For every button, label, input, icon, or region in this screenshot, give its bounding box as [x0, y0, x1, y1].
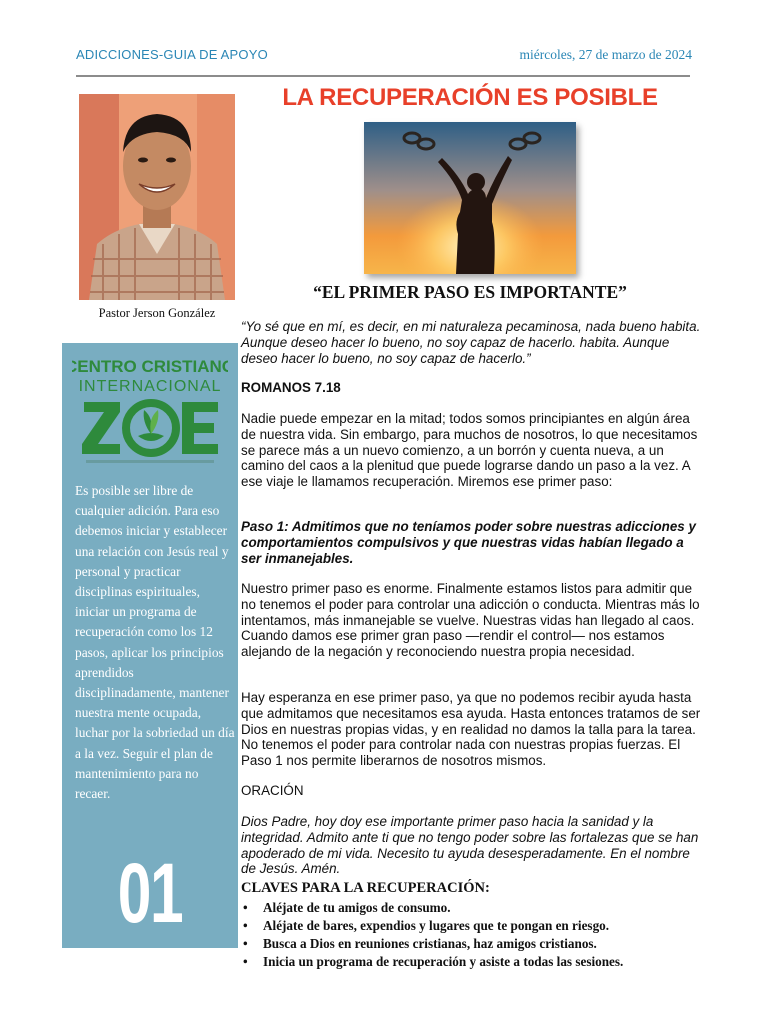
sidebar-text: Es posible ser libre de cualquier adición. Para eso debemos iniciar y establecer una relación con Jesús real y personal y practicar disciplinas espirituales, iniciar un programa de recuperación como los 12 pasos, aplicar los principios aprendidos disciplinadamente, mantener nuestra mente ocupada, luchar por la sobriedad un día a la vez. Seguir el plan de mantenimiento para no recaer.	[75, 483, 235, 802]
prayer-label: ORACIÓN	[241, 783, 304, 798]
list-item: • Aléjate de tu amigos de consumo.	[241, 899, 711, 917]
article-title: LA RECUPERACIÓN ES POSIBLE	[282, 84, 658, 111]
list-item: • Busca a Dios en reuniones cristianas, haz amigos cristianos.	[241, 935, 711, 953]
header-divider	[76, 75, 690, 77]
step-one-statement: Paso 1: Admitimos que no teníamos poder sobre nuestras adicciones y comportamientos compulsivos y que nuestras vidas habían llegado a ser inmanejables.	[241, 519, 696, 566]
logo-line2: INTERNACIONAL	[78, 378, 222, 395]
list-item: • Inicia un programa de recuperación y asiste a todas las sesiones.	[241, 953, 711, 971]
paragraph-two: Nuestro primer paso es enorme. Finalmente estamos listos para admitir que no tenemos el poder para controlar una adicción o conducta. Mientras más lo intentamos, más inmanejable se vuelve. Nuestras vidas han llegado al caos. Cuando damos ese primer gran paso —rendir el control— nos estamos alejando de la negación y reconociendo nuestra propia necesidad.	[241, 581, 700, 660]
church-logo	[72, 350, 228, 470]
article-subtitle: “EL PRIMER PASO ES IMPORTANTE”	[313, 282, 627, 302]
pastor-portrait-icon	[79, 94, 235, 300]
broken-chains-silhouette-icon	[364, 122, 576, 274]
header-date: miércoles, 27 de marzo de 2024	[519, 47, 692, 62]
intro-paragraph: Nadie puede empezar en la mitad; todos somos principiantes en algún área de nuestra vida. Sin embargo, para muchos de nosotros, lo que necesitamos se parece más a un nuevo comienzo, a un borrón y cuenta nueva, a un camino del caos a la plenitud que puede lograrse dando un paso a la vez. A ese viaje le llamamos recuperación. Miremos ese primer paso:	[241, 411, 698, 490]
keys-title: CLAVES PARA LA RECUPERACIÓN:	[241, 880, 490, 896]
newsletter-name: ADICCIONES-GUIA DE APOYO	[76, 47, 268, 62]
bible-reference: ROMANOS 7.18	[241, 380, 341, 395]
keys-list	[241, 899, 711, 971]
paragraph-three: Hay esperanza en ese primer paso, ya que no podemos recibir ayuda hasta que admitamos que necesitamos esa ayuda. Hasta entonces tratamos de ser Dios en nuestras propias vidas, y en realidad no damos la talla para la tarea. No tenemos el poder para controlar nada con nuestras propias fuerzas. El Paso 1 nos permite liberarnos de nosotros mismos.	[241, 690, 701, 769]
pastor-photo	[79, 94, 235, 300]
hero-image	[364, 122, 576, 274]
logo-line1: CENTRO CRISTIANO	[72, 357, 228, 376]
list-item: • Aléjate de bares, expendios y lugares que te pongan en riesgo.	[241, 917, 711, 935]
pastor-caption: Pastor Jerson González	[98, 306, 216, 320]
zoe-logo-icon	[72, 350, 228, 470]
bible-quote: “Yo sé que en mí, es decir, en mi naturaleza pecaminosa, nada bueno habita. Aunque deseo hacer lo bueno, no soy capaz de hacerlo. habita. Aunque deseo hacer lo bueno, no soy capaz de hacerlo.”	[241, 319, 701, 366]
prayer-text: Dios Padre, hoy doy ese importante primer paso hacia la sanidad y la integridad. Admito ante ti que no tengo poder sobre las fortalezas que se han apoderado de mi vida. Necesito tu ayuda desesperadamente. En el nombre de Jesús. Amén.	[241, 814, 699, 877]
issue-number: 01	[117, 846, 183, 940]
